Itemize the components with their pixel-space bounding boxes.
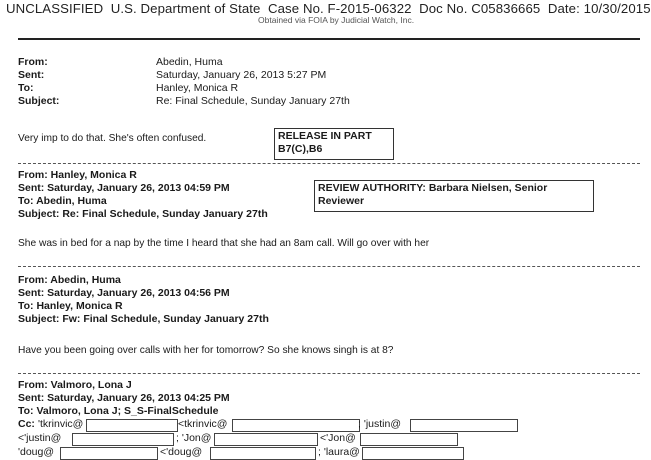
email3-from-line	[18, 274, 121, 286]
email4-from-line	[18, 379, 132, 391]
department: U.S. Department of State	[110, 1, 261, 16]
email3-to: Hanley, Monica R	[36, 300, 123, 312]
header-divider	[18, 38, 640, 40]
cc-address-fragment: <tkrinvic@	[178, 418, 228, 430]
email3-sent-line	[18, 287, 230, 299]
email4-to-label: To:	[18, 405, 34, 417]
email1-subject-label: Subject:	[18, 95, 60, 107]
email3-to-label: To:	[18, 300, 34, 312]
divider-2	[18, 266, 640, 267]
email4-sent: Saturday, January 26, 2013 04:25 PM	[47, 392, 230, 404]
redaction-box	[86, 419, 178, 432]
email1-from-label: From:	[18, 56, 48, 68]
foia-note: Obtained via FOIA by Judicial Watch, Inc.	[258, 15, 415, 25]
document-date: Date: 10/30/2015	[547, 1, 651, 16]
cc-address-fragment: 'doug@	[18, 446, 55, 458]
document-header	[6, 1, 651, 16]
cc-address-fragment: ; 'laura@	[318, 446, 360, 458]
email4-sent-label: Sent:	[18, 392, 45, 404]
email1-from: Abedin, Huma	[156, 56, 223, 68]
email1-subject: Re: Final Schedule, Sunday January 27th	[156, 95, 350, 107]
redaction-box	[72, 433, 174, 446]
email3-from-label: From:	[18, 274, 48, 286]
cc-address-fragment: <'Jon@	[320, 432, 356, 444]
doc-number: Doc No. C05836665	[419, 1, 541, 16]
email2-subject: Re: Final Schedule, Sunday January 27th	[62, 208, 268, 220]
email1-to: Hanley, Monica R	[156, 82, 239, 94]
email4-sent-line	[18, 392, 230, 404]
classification: UNCLASSIFIED	[6, 1, 104, 16]
email1-body: Very imp to do that. She's often confused.	[18, 133, 207, 144]
release-stamp-line1: RELEASE IN PART	[278, 130, 372, 142]
review-stamp-line2: Reviewer	[318, 195, 365, 207]
redaction-box	[362, 447, 464, 460]
email3-body: Have you been going over calls with her for tomorrow? So she knows singh is at 8?	[18, 345, 394, 356]
email2-from-label: From:	[18, 169, 48, 181]
email2-to-label: To:	[18, 195, 34, 207]
divider-1	[18, 163, 640, 164]
email2-to: Abedin, Huma	[36, 195, 107, 207]
email2-from: Hanley, Monica R	[50, 169, 137, 181]
email3-sent: Saturday, January 26, 2013 04:56 PM	[47, 287, 230, 299]
review-authority-stamp	[314, 180, 594, 212]
cc-address-fragment: 'tkrinvic@	[38, 418, 84, 430]
email1-sent: Saturday, January 26, 2013 5:27 PM	[156, 69, 327, 81]
email2-sent-line	[18, 182, 230, 194]
redaction-box	[232, 419, 360, 432]
email4-from-label: From:	[18, 379, 48, 391]
review-stamp-line1: REVIEW AUTHORITY: Barbara Nielsen, Senior	[318, 182, 548, 194]
redaction-box	[360, 433, 458, 446]
release-stamp-line2: B7(C),B6	[278, 143, 323, 155]
email2-subject-line	[18, 208, 268, 220]
redaction-box	[214, 433, 318, 446]
cc-address-fragment: ; 'justin@	[358, 418, 402, 430]
email4-cc-label: Cc:	[18, 418, 35, 430]
release-stamp	[274, 128, 394, 160]
case-number: Case No. F-2015-06322	[268, 1, 412, 16]
email2-body: She was in bed for a nap by the time I heard that she had an 8am call. Will go over with her	[18, 238, 430, 249]
email4-to-line	[18, 405, 219, 417]
email3-to-line	[18, 300, 123, 312]
cc-address-fragment: ; 'Jon@	[176, 432, 212, 444]
email4-to: Valmoro, Lona J; S_S-FinalSchedule	[36, 405, 219, 417]
redaction-box	[410, 419, 518, 432]
email3-sent-label: Sent:	[18, 287, 45, 299]
redaction-box	[210, 447, 316, 460]
email3-subject-label: Subject:	[18, 313, 60, 325]
redaction-box	[60, 447, 158, 460]
email2-sent-label: Sent:	[18, 182, 45, 194]
cc-address-fragment: <'doug@	[160, 446, 203, 458]
email1-sent-label: Sent:	[18, 69, 45, 81]
email3-subject: Fw: Final Schedule, Sunday January 27th	[62, 313, 269, 325]
email3-subject-line	[18, 313, 269, 325]
divider-3	[18, 373, 640, 374]
email2-subject-label: Subject:	[18, 208, 60, 220]
cc-address-fragment: <'justin@	[18, 432, 62, 444]
email2-to-line	[18, 195, 107, 207]
email2-from-line	[18, 169, 137, 181]
email4-from: Valmoro, Lona J	[50, 379, 132, 391]
email3-from: Abedin, Huma	[50, 274, 121, 286]
email1-to-label: To:	[18, 82, 34, 94]
email2-sent: Saturday, January 26, 2013 04:59 PM	[47, 182, 230, 194]
